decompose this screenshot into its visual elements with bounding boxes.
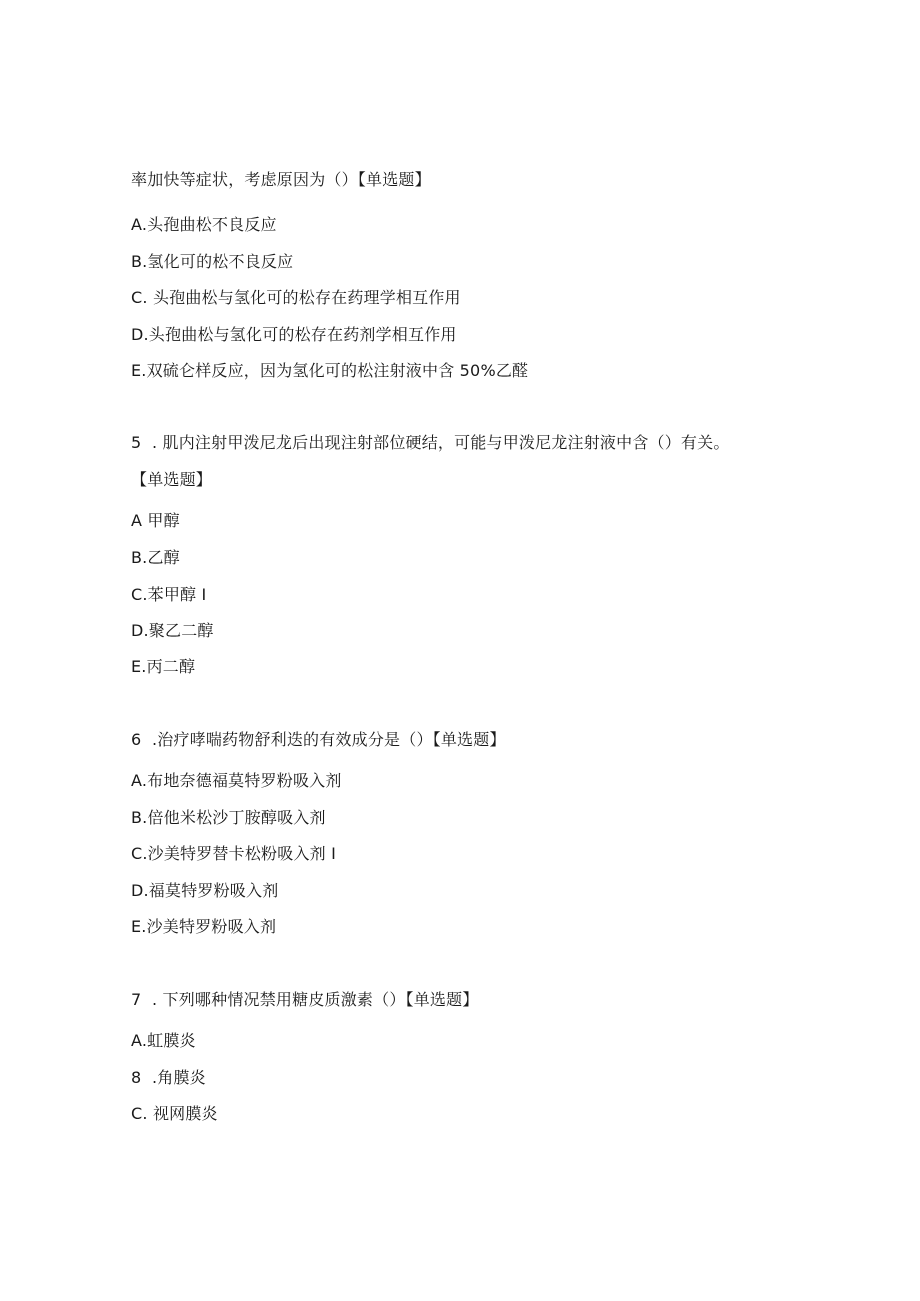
q4-option-e: E.双硫仑样反应，因为氢化可的松注射液中含 50%乙醛 <box>131 361 529 380</box>
q6-option-e: E.沙美特罗粉吸入剂 <box>131 917 277 936</box>
q7-option-c: C. 视网膜炎 <box>131 1104 218 1123</box>
q4-option-d: D.头孢曲松与氢化可的松存在药剂学相互作用 <box>131 325 457 344</box>
q5-option-a: A 甲醇 <box>131 511 180 530</box>
q6-option-c: C.沙美特罗替卡松粉吸入剂 I <box>131 844 337 863</box>
q5-stem: 5 . 肌内注射甲泼尼龙后出现注射部位硬结，可能与甲泼尼龙注射液中含（）有关。 <box>131 433 730 452</box>
q5-option-e: E.丙二醇 <box>131 657 196 676</box>
q6-option-b: B.倍他米松沙丁胺醇吸入剂 <box>131 808 326 827</box>
q4-option-b: B.氢化可的松不良反应 <box>131 252 294 271</box>
q4-option-c: C. 头孢曲松与氢化可的松存在药理学相互作用 <box>131 288 461 307</box>
q4-option-a: A.头孢曲松不良反应 <box>131 215 277 234</box>
q5-option-c: C.苯甲醇 I <box>131 585 207 604</box>
q6-option-a: A.布地奈德福莫特罗粉吸入剂 <box>131 771 342 790</box>
q7-option-b: 8 .角膜炎 <box>131 1068 206 1087</box>
q5-option-d: D.聚乙二醇 <box>131 621 214 640</box>
q5-option-b: B.乙醇 <box>131 548 180 567</box>
q7-stem: 7 . 下列哪种情况禁用糖皮质激素（）【单选题】 <box>131 990 479 1009</box>
q5-stem-type: 【单选题】 <box>131 470 213 489</box>
q7-option-a: A.虹膜炎 <box>131 1031 196 1050</box>
q6-option-d: D.福莫特罗粉吸入剂 <box>131 881 279 900</box>
q4-stem-tail: 率加快等症状，考虑原因为（）【单选题】 <box>131 170 431 189</box>
q6-stem: 6 .治疗哮喘药物舒利迭的有效成分是（）【单选题】 <box>131 730 506 749</box>
